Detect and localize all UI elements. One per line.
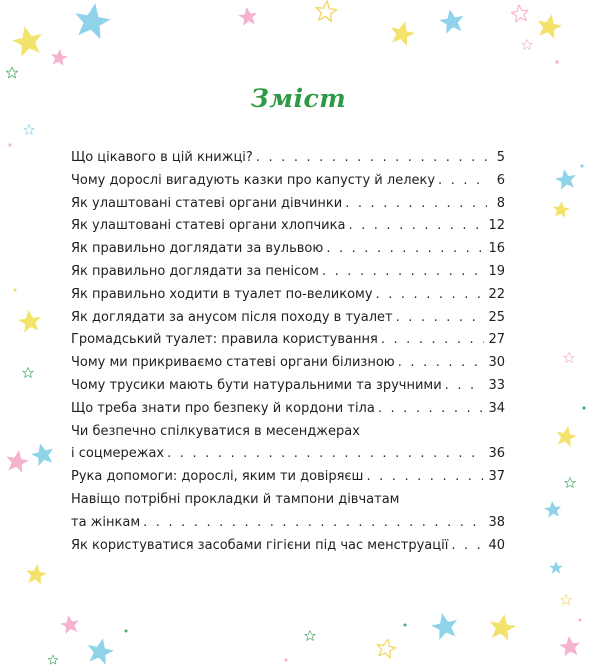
dot-leader: [396, 307, 485, 330]
toc-entry-page: 33: [488, 377, 505, 393]
star-outline-icon: [564, 353, 574, 363]
toc-entry-title: Навіщо потрібні прокладки й тампони дівчатам: [71, 491, 400, 507]
toc-entry-title: Чи безпечно спілкуватися в месенджерах: [71, 423, 360, 439]
dot-leader: [345, 193, 487, 216]
star-outline-icon: [24, 125, 34, 135]
toc-entry: [71, 170, 505, 193]
dot-leader: [256, 147, 487, 170]
dot-leader: [451, 535, 484, 558]
star-icon: [552, 200, 571, 218]
toc-entry: [71, 466, 505, 489]
star-outline-icon: [565, 478, 575, 488]
toc-entry-title: Як доглядати за анусом після походу в туалет: [71, 309, 393, 325]
star-icon: [17, 309, 43, 334]
toc-entry-page: 27: [488, 332, 505, 348]
toc-entry-title: Як улаштовані статеві органи дівчинки: [71, 195, 343, 211]
toc-entry-title: Що треба знати про безпеку й кордони тіла: [71, 400, 375, 416]
star-outline-icon: [6, 67, 17, 78]
star-icon: [29, 441, 56, 468]
star-icon: [24, 563, 47, 586]
toc-entry-title-line2: і соцмережах: [71, 446, 165, 462]
toc-entry: [71, 147, 505, 170]
toc-entry-title: Чому дорослі вигадують казки про капусту й лелеку: [71, 172, 436, 188]
star-icon: [59, 614, 81, 635]
dot-leader: [378, 398, 485, 421]
toc-entry-page: 22: [488, 286, 505, 302]
star-outline-icon: [522, 40, 532, 50]
toc-entry-page: 6: [496, 172, 505, 188]
dot-leader: [381, 329, 485, 352]
star-icon: [558, 635, 581, 657]
dot-leader: [326, 238, 484, 261]
toc-entry: [71, 238, 505, 261]
toc-entry: [71, 421, 505, 467]
dot-leader: [167, 443, 484, 466]
toc-entry-page: 37: [488, 469, 505, 485]
toc-entry-page: 36: [488, 446, 505, 462]
toc-entry: [71, 352, 505, 375]
star-outline-icon: [48, 655, 58, 664]
dot-leader: [348, 215, 484, 238]
star-icon: [10, 23, 46, 58]
star-icon: [554, 424, 579, 448]
toc-entry: [71, 489, 505, 535]
page-title: Зміст: [250, 84, 347, 113]
toc-entry-page: 34: [488, 400, 505, 416]
star-icon: [535, 12, 564, 40]
dot-leader: [438, 170, 487, 193]
toc-entry: [71, 193, 505, 216]
toc-entry: [71, 398, 505, 421]
star-icon: [237, 6, 258, 27]
dot-leader: [376, 284, 485, 307]
toc-entry-page: 40: [488, 537, 505, 553]
toc-entry-title: Чому трусики мають бути натуральними та зручними: [71, 377, 442, 393]
toc-entry-page: 19: [488, 263, 505, 279]
dot-leader: [143, 512, 484, 535]
toc-entry-page: 16: [488, 241, 505, 257]
toc-entry-title: Як правильно ходити в туалет по-великому: [71, 286, 373, 302]
toc-entry: [71, 261, 505, 284]
toc-entry: [71, 215, 505, 238]
toc-entry-title: Як правильно доглядати за вульвою: [71, 241, 324, 257]
star-outline-icon: [315, 0, 338, 22]
toc-entry: [71, 307, 505, 330]
toc-entry: [71, 535, 505, 558]
toc-entry-title: Громадський туалет: правила користування: [71, 332, 378, 348]
toc-entry-title: Чому ми прикриваємо статеві органи білизною: [71, 355, 395, 371]
toc-entry-page: 30: [488, 355, 505, 371]
star-icon: [429, 611, 460, 641]
toc-entry-title: Рука допомоги: дорослі, яким ти довіряєш: [71, 469, 364, 485]
toc-entry-page: 38: [488, 514, 505, 530]
toc-entry-title: Як користуватися засобами гігієни під час менструації: [71, 537, 449, 553]
star-icon: [438, 7, 466, 34]
star-icon: [549, 561, 562, 574]
toc-entry-page: 25: [488, 309, 505, 325]
dot-leader: [445, 375, 485, 398]
toc-entry-page: 8: [496, 195, 505, 211]
toc-entry-page: 5: [496, 150, 505, 165]
star-outline-icon: [375, 638, 397, 659]
toc-entry: [71, 329, 505, 352]
toc-entry-title: Що цікавого в цій книжці?: [71, 150, 253, 165]
dot-leader: [366, 466, 484, 489]
star-outline-icon: [561, 595, 571, 605]
toc-entry: [71, 284, 505, 307]
toc-entry-title-line2: та жінкам: [71, 514, 141, 530]
table-of-contents: [71, 147, 505, 557]
dot-leader: [322, 261, 485, 284]
star-outline-icon: [305, 631, 315, 641]
star-icon: [487, 612, 518, 642]
toc-entry-title: Як улаштовані статеві органи хлопчика: [71, 218, 346, 234]
toc-entry-page: 12: [488, 218, 505, 234]
star-icon: [554, 167, 578, 190]
star-icon: [72, 0, 114, 40]
star-outline-icon: [23, 368, 33, 378]
star-icon: [544, 500, 563, 518]
star-icon: [85, 636, 116, 666]
star-icon: [387, 18, 417, 47]
toc-entry: [71, 375, 505, 398]
toc-entry-title: Як правильно доглядати за пенісом: [71, 263, 319, 279]
star-outline-icon: [510, 4, 529, 23]
star-icon: [50, 48, 69, 67]
dot-leader: [398, 352, 485, 375]
star-icon: [4, 448, 30, 473]
